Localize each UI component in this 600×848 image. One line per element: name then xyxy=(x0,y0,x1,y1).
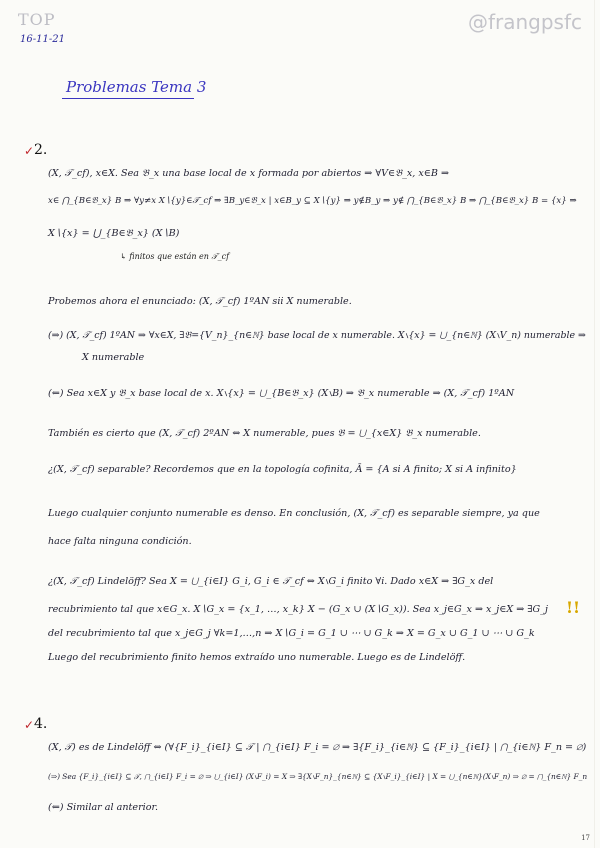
problem-2-line: x∈ ⋂_{B∈𝔅_x} B ⇒ ∀y≠x X∖{y}∈𝒯_cf ⇒ ∃B_y∈𝔅_x | x∈B_y ⊆ X∖{y} ⇒ y∉B_y ⇒ y∉ ⋂_{B∈𝔅_x} B ⇒ ⋂_{B∈𝔅_x} B = {x} ⇒ xyxy=(48,196,577,206)
problem-2-line: del recubrimiento tal que x_j∈G_j ∀k=1,…,n ⇒ X∖G_i = G_1 ∪ ⋯ ∪ G_k ⇒ X = G_x ∪ G_1 ∪ ⋯ ∪ G_k xyxy=(48,628,535,639)
page-edge xyxy=(594,0,595,848)
problem-2-line: También es cierto que (X, 𝒯_cf) 2ºAN ⇔ X numerable, pues 𝔅 = ⋃_{x∈X} 𝔅_x numerable. xyxy=(48,428,481,439)
header-logo-top: TOP xyxy=(18,10,56,29)
header-watermark-handle: @frangpsfc xyxy=(467,10,582,34)
problem-2-line: Luego del recubrimiento finito hemos extraído uno numerable. Luego es de Lindelöff. xyxy=(48,652,466,663)
problem-2-line: recubrimiento tal que x∈G_x. X∖G_x = {x_1, …, x_k} X − (G_x ∪ (X∖G_x)). Sea x_j∈G_x ⇒ x_j∈X ⇒ ∃G_j xyxy=(48,604,548,615)
problem-check-mark: ✓ xyxy=(24,718,35,732)
problem-2-line: Luego cualquier conjunto numerable es denso. En conclusión, (X, 𝒯_cf) es separable siempre, ya que xyxy=(48,508,540,519)
problem-2-line: ¿(X, 𝒯_cf) separable? Recordemos que en la topología cofinita, Ā = {A si A finito; X si A infinito} xyxy=(48,464,517,475)
problem-check-mark: ✓ xyxy=(24,144,35,158)
problem-2-line: Probemos ahora el enunciado: (X, 𝒯_cf) 1ºAN sii X numerable. xyxy=(48,296,352,307)
problem-4-line: (X, 𝒯) es de Lindelöff ⇔ (∀{F_i}_{i∈I} ⊆ 𝒯 | ⋂_{i∈I} F_i = ∅ ⇒ ∃{F_i}_{i∈ℕ} ⊆ {F_i}_{i∈I} | ⋂_{i∈ℕ} F_n = ∅) xyxy=(48,742,587,753)
problem-2-line: ¿(X, 𝒯_cf) Lindelöff? Sea X = ⋃_{i∈I} G_i, G_i ∈ 𝒯_cf ⇔ X∖G_i finito ∀i. Dado x∈X ⇒ ∃G_x del xyxy=(48,576,494,587)
problem-2-line: (⇒) (X, 𝒯_cf) 1ºAN ⇒ ∀x∈X, ∃𝔅={V_n}_{n∈ℕ} base local de x numerable. X∖{x} = ⋃_{n∈ℕ} (X∖V_n) numerable ⇒ xyxy=(48,330,586,341)
title-underline xyxy=(62,98,194,99)
problem-2-line: X∖{x} = ⋃_{B∈𝔅_x} (X∖B) xyxy=(48,228,180,239)
page-title: Problemas Tema 3 xyxy=(66,78,207,96)
problem-2-line: (⇐) Sea x∈X y 𝔅_x base local de x. X∖{x} = ⋃_{B∈𝔅_x} (X∖B) ⇒ 𝔅_x numerable ⇒ (X, 𝒯_cf) 1ºAN xyxy=(48,388,515,399)
page-number: 17 xyxy=(581,834,590,842)
exclamation-marks: !! xyxy=(566,598,581,617)
problem-4-line: (⇐) Similar al anterior. xyxy=(48,802,159,813)
problem-4-line: (⇒) Sea {F_i}_{i∈I} ⊆ 𝒯, ⋂_{i∈I} F_i = ∅ ⇒ ⋃_{i∈I} (X∖F_i) = X ⇒ ∃{X∖F_n}_{n∈ℕ} ⊆ {X∖F_i}_{i∈I} | X = ⋃_{n∈ℕ}(X∖F_n) ⇒ ∅ = ⋂_{n∈ℕ} F_n xyxy=(48,772,588,781)
problem-2-line: hace falta ninguna condición. xyxy=(48,536,192,547)
problem-2-number: 2. xyxy=(34,142,48,158)
problem-2-note: ↳ finitos que están en 𝒯_cf xyxy=(120,252,230,261)
problem-4-number: 4. xyxy=(34,716,48,732)
page-date: 16-11-21 xyxy=(20,34,65,45)
problem-2-line: (X, 𝒯_cf), x∈X. Sea 𝔅_x una base local de x formada por abiertos ⇒ ∀V∈𝔅_x, x∈B ⇒ xyxy=(48,168,450,179)
problem-2-line: X numerable xyxy=(82,352,145,363)
